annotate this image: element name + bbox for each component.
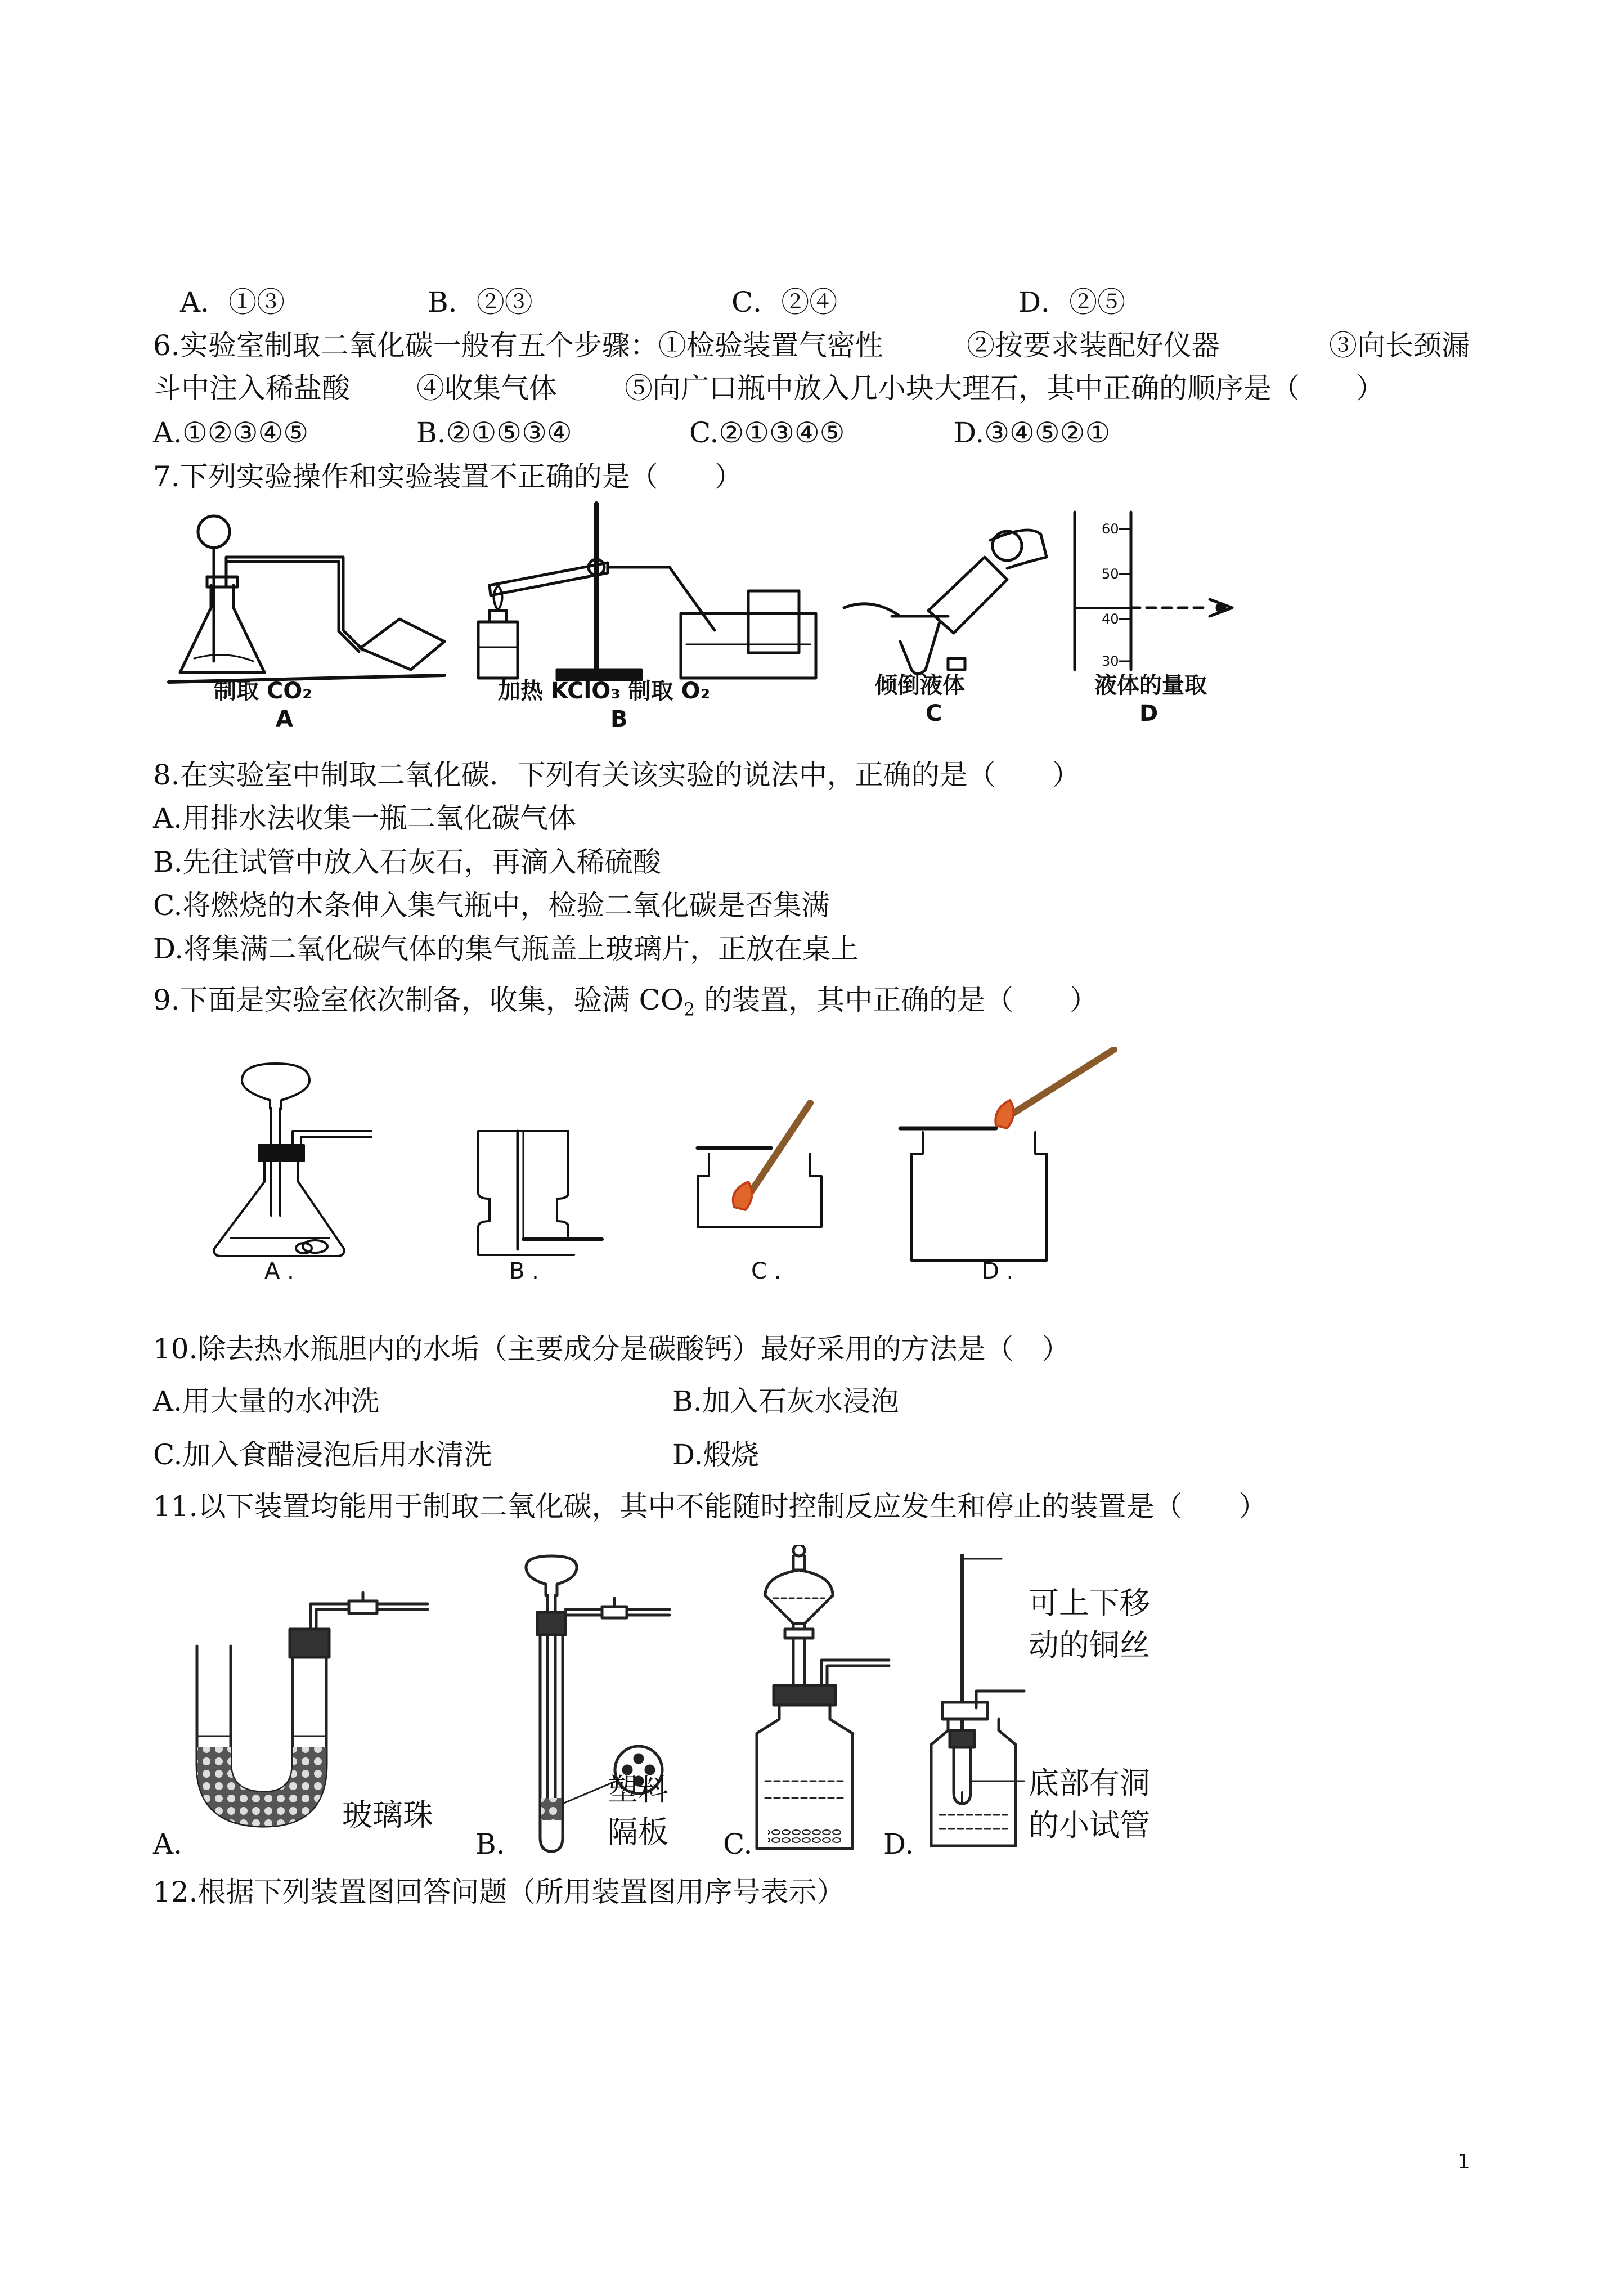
q7-apparatus-d-icon bbox=[1075, 512, 1232, 670]
q7-stem: 7.下列实验操作和实验装置不正确的是（ ） bbox=[153, 460, 743, 493]
q10-option-d: D.煅烧 bbox=[672, 1438, 760, 1471]
q6-option-c: C.②①③④⑤ bbox=[689, 416, 845, 449]
q9-letter-d: D . bbox=[982, 1258, 1014, 1284]
q7-caption-c: 倾倒液体 bbox=[875, 672, 965, 698]
q8-option-a: A.用排水法收集一瓶二氧化碳气体 bbox=[153, 802, 577, 835]
q6-option-a: A.①②③④⑤ bbox=[153, 416, 309, 449]
q5-option-d: D．②⑤ bbox=[1018, 286, 1126, 319]
q9-apparatus-c-icon bbox=[698, 1103, 821, 1227]
q8-option-b: B.先往试管中放入石灰石，再滴入稀硫酸 bbox=[153, 846, 661, 878]
q11-label-copper-wire-2: 动的铜丝 bbox=[1029, 1627, 1150, 1663]
q7-letter-d: D bbox=[1139, 701, 1159, 727]
q11-letter-d: D. bbox=[883, 1828, 914, 1860]
cylinder-tick-60: 60 bbox=[1102, 521, 1119, 537]
q7-letter-a: A bbox=[276, 706, 293, 732]
q5-option-b: B．②③ bbox=[428, 286, 533, 319]
q5-option-a: A．①③ bbox=[180, 286, 285, 319]
q11-apparatus-c-icon bbox=[757, 1545, 889, 1849]
q6-option-b: B.②①⑤③④ bbox=[416, 416, 572, 449]
q10-option-a: A.用大量的水冲洗 bbox=[153, 1385, 380, 1418]
q7-caption-a: 制取 CO₂ bbox=[214, 678, 312, 704]
q6-step5: ⑤向广口瓶中放入几小块大理石，其中正确的顺序是（ ） bbox=[625, 372, 1384, 405]
q6-stem-line2: 斗中注入稀盐酸 bbox=[153, 372, 350, 405]
cylinder-tick-50: 50 bbox=[1102, 566, 1119, 582]
q10-stem: 10.除去热水瓶胆内的水垢（主要成分是碳酸钙）最好采用的方法是（ ） bbox=[153, 1333, 1070, 1365]
q9-letter-a: A . bbox=[264, 1258, 294, 1284]
q7-letter-b: B bbox=[610, 706, 628, 732]
q11-label-glass-beads: 玻璃珠 bbox=[342, 1797, 433, 1833]
q11-letter-c: C. bbox=[723, 1828, 753, 1860]
q11-letter-a: A. bbox=[153, 1828, 183, 1860]
q9-apparatus-a-icon bbox=[214, 1064, 371, 1256]
q6-option-d: D.③④⑤②① bbox=[954, 416, 1111, 449]
q11-label-copper-wire-1: 可上下移 bbox=[1029, 1585, 1150, 1621]
q12-stem: 12.根据下列装置图回答问题（所用装置图用序号表示） bbox=[153, 1876, 845, 1908]
q8-stem: 8.在实验室中制取二氧化碳．下列有关该实验的说法中，正确的是（ ） bbox=[153, 759, 1080, 791]
q7-caption-d: 液体的量取 bbox=[1094, 672, 1207, 698]
q7-apparatus-a-icon bbox=[169, 516, 444, 682]
q11-apparatus-a-icon bbox=[197, 1593, 428, 1826]
q6-step3-start: ③向长颈漏 bbox=[1329, 329, 1470, 362]
q9-letter-b: B . bbox=[509, 1258, 539, 1284]
q6-step2: ②按要求装配好仪器 bbox=[967, 329, 1220, 362]
q9-letter-c: C . bbox=[751, 1258, 782, 1284]
q11-apparatus-figure bbox=[163, 1545, 1176, 1860]
q11-label-tube-1: 底部有洞 bbox=[1029, 1765, 1150, 1801]
q9-apparatus-figure bbox=[208, 1047, 1148, 1283]
q10-option-c: C.加入食醋浸泡后用水清洗 bbox=[153, 1438, 492, 1471]
q8-option-c: C.将燃烧的木条伸入集气瓶中，检验二氧化碳是否集满 bbox=[153, 889, 830, 922]
page-number: 1 bbox=[1457, 2150, 1470, 2173]
q9-apparatus-d-icon bbox=[900, 1050, 1114, 1261]
q11-letter-b: B. bbox=[475, 1828, 505, 1860]
q8-option-d: D.将集满二氧化碳气体的集气瓶盖上玻璃片，正放在桌上 bbox=[153, 932, 859, 965]
q7-caption-b: 加热 KClO₃ 制取 O₂ bbox=[498, 678, 711, 704]
q7-apparatus-c-icon bbox=[844, 530, 1047, 674]
q11-label-plastic-plate-1: 塑料 bbox=[608, 1772, 668, 1808]
cylinder-tick-40: 40 bbox=[1102, 611, 1119, 627]
q11-label-plastic-plate-2: 隔板 bbox=[608, 1814, 668, 1850]
q7-letter-c: C bbox=[926, 701, 942, 727]
q10-option-b: B.加入石灰水浸泡 bbox=[672, 1385, 899, 1418]
q5-option-c: C．②④ bbox=[731, 286, 838, 319]
q11-apparatus-d-icon bbox=[931, 1556, 1024, 1846]
cylinder-tick-30: 30 bbox=[1102, 653, 1119, 669]
q6-step4: ④收集气体 bbox=[416, 372, 557, 405]
q6-stem-line1: 6.实验室制取二氧化碳一般有五个步骤：①检验装置气密性 bbox=[153, 329, 883, 362]
q7-apparatus-b-icon bbox=[478, 504, 816, 680]
q9-apparatus-b-icon bbox=[478, 1131, 602, 1255]
q9-stem: 9.下面是实验室依次制备，收集，验满 $CO_2$ 的装置，其中正确的是（ ） bbox=[153, 984, 1098, 1020]
q11-label-tube-2: 的小试管 bbox=[1029, 1808, 1150, 1843]
q7-apparatus-figure bbox=[163, 501, 1243, 692]
q11-stem: 11.以下装置均能用于制取二氧化碳，其中不能随时控制反应发生和停止的装置是（ ） bbox=[153, 1490, 1267, 1523]
